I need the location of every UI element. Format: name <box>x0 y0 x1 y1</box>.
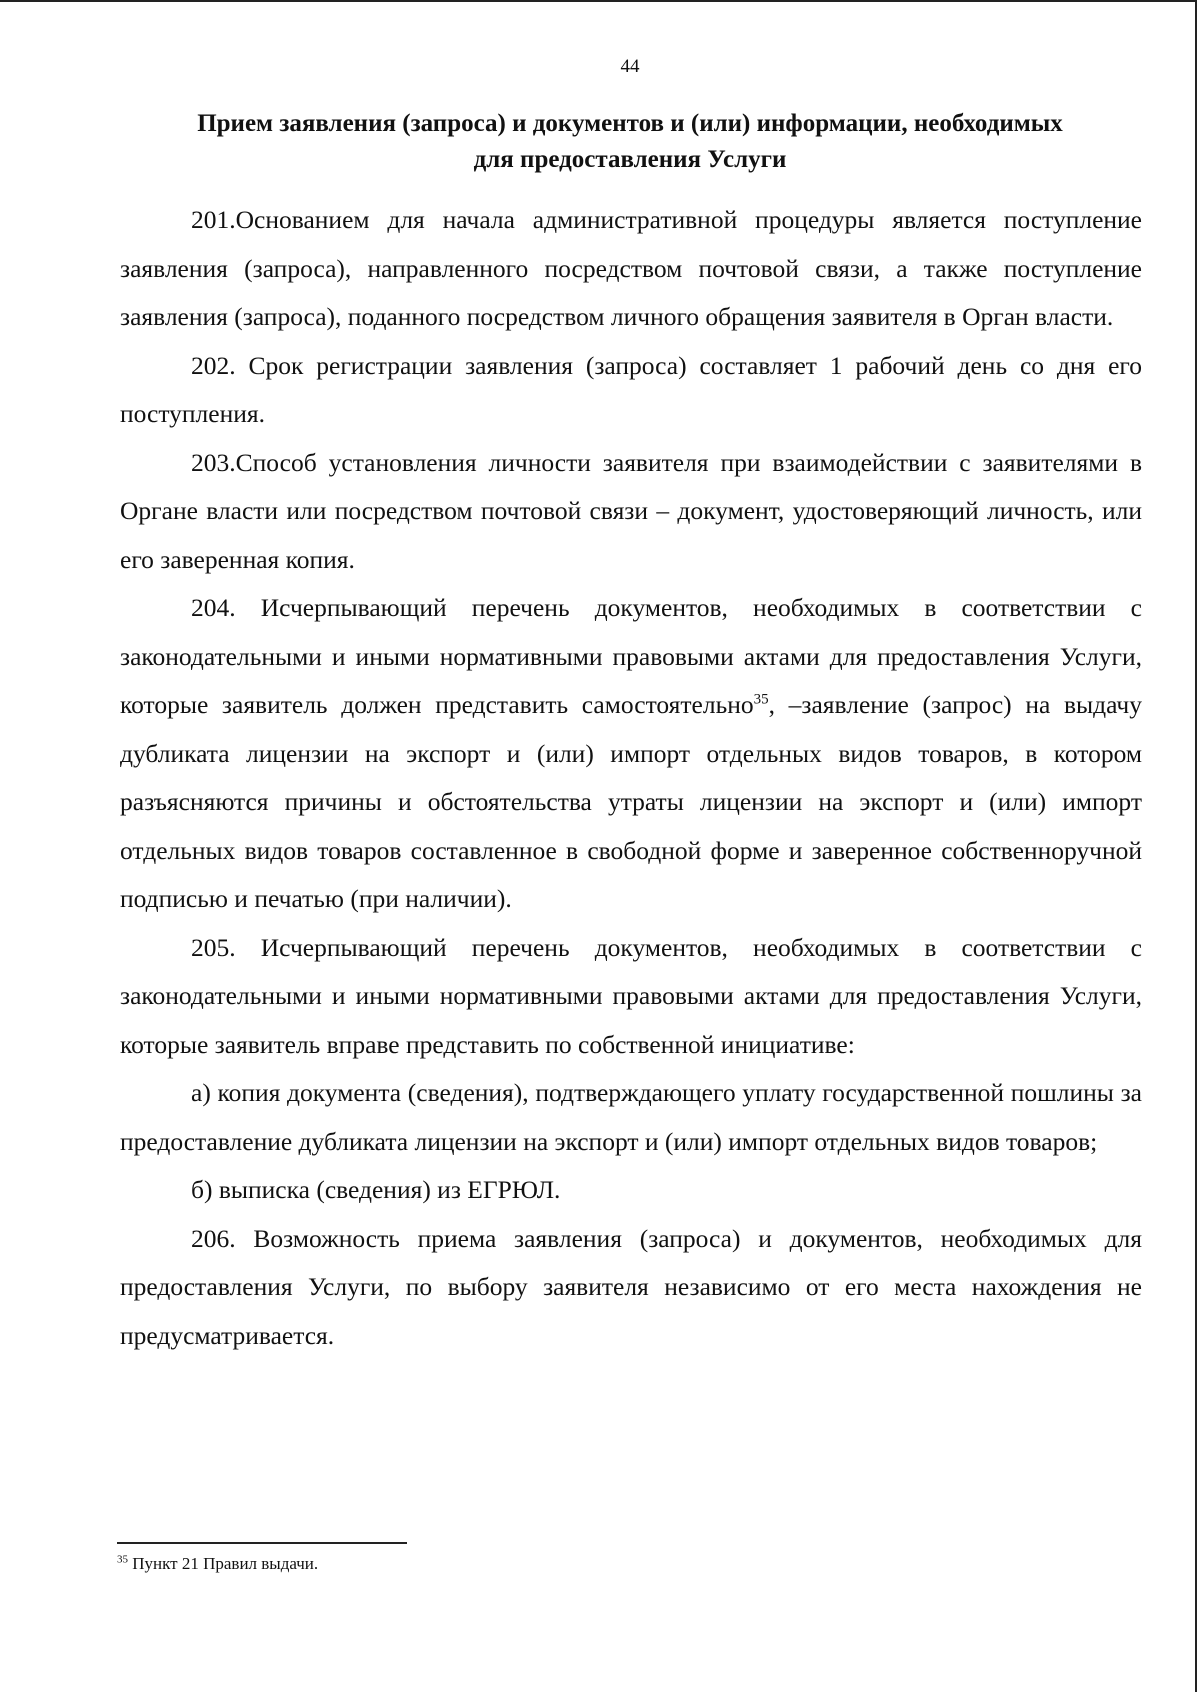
footnote-number: 35 <box>117 1553 128 1566</box>
paragraph-number: 204. <box>191 593 236 622</box>
document-body <box>120 196 1142 1360</box>
heading-line-2: для предоставления Услуги <box>473 146 787 173</box>
paragraph-text: Срок регистрации заявления (запроса) составляет 1 рабочий день со дня его поступления. <box>120 350 1142 428</box>
paragraph-text-continued: , –заявление (запрос) на выдачу дубликата лицензии на экспорт и (или) импорт отдельных видов товаров, в котором разъясняются причины и обстоятельства утраты лицензии на экспорт и (или) импорт отдельных видов товаров составленное в свободной форме и заверенное собственноручной подписью и печатью (при наличии). <box>120 690 1142 913</box>
paragraph-text: Исчерпывающий перечень документов, необходимых в соответствии с законодательными и иными нормативными правовыми актами для предоставления Услуги, которые заявитель вправе представить по собственной инициативе: <box>120 932 1142 1059</box>
footnote-text: Пункт 21 Правил выдачи. <box>128 1554 319 1573</box>
paragraph-206 <box>120 1215 1142 1361</box>
paragraph-205 <box>120 924 1142 1070</box>
paragraph-number: 203. <box>191 447 236 477</box>
paragraph-number: 205. <box>191 932 236 962</box>
list-item-a <box>120 1069 1142 1166</box>
paragraph-204 <box>120 584 1142 924</box>
list-item-text: б) выписка (сведения) из ЕГРЮЛ. <box>191 1175 561 1204</box>
footnote <box>117 1553 318 1575</box>
paragraph-203 <box>120 439 1142 585</box>
footnote-separator <box>117 1542 407 1544</box>
paragraph-number: 206. <box>191 1223 236 1253</box>
paragraph-number: 202. <box>191 350 236 380</box>
footnote-reference: 35 <box>753 691 769 708</box>
section-heading <box>120 106 1140 178</box>
heading-line-1: Прием заявления (запроса) и документов и (или) информации, необходимых <box>197 110 1063 137</box>
paragraph-text: Исчерпывающий перечень документов, необходимых в соответствии с законодательными и иными нормативными правовыми актами для предоставления Услуги, которые заявитель должен представить самостоятельно <box>120 593 1142 719</box>
list-item-b <box>120 1166 1142 1215</box>
paragraph-text: Способ установления личности заявителя при взаимодействии с заявителями в Органе власти или посредством почтовой связи – документ, удостоверяющий личность, или его заверенная копия. <box>120 447 1142 574</box>
paragraph-text: Основанием для начала административной процедуры является поступление заявления (запроса), направленного посредством почтовой связи, а также поступление заявления (запроса), поданного посредством личного обращения заявителя в Орган власти. <box>120 205 1142 331</box>
paragraph-201 <box>120 196 1142 342</box>
paragraph-text: Возможность приема заявления (запроса) и документов, необходимых для предоставления Услуги, по выбору заявителя независимо от его места нахождения не предусматривается. <box>120 1223 1143 1350</box>
list-item-text: а) копия документа (сведения), подтверждающего уплату государственной пошлины за предоставление дубликата лицензии на экспорт и (или) импорт отдельных видов товаров; <box>120 1078 1142 1156</box>
paragraph-202 <box>120 342 1142 439</box>
paragraph-number: 201. <box>191 205 236 234</box>
page-number: 44 <box>620 56 640 77</box>
